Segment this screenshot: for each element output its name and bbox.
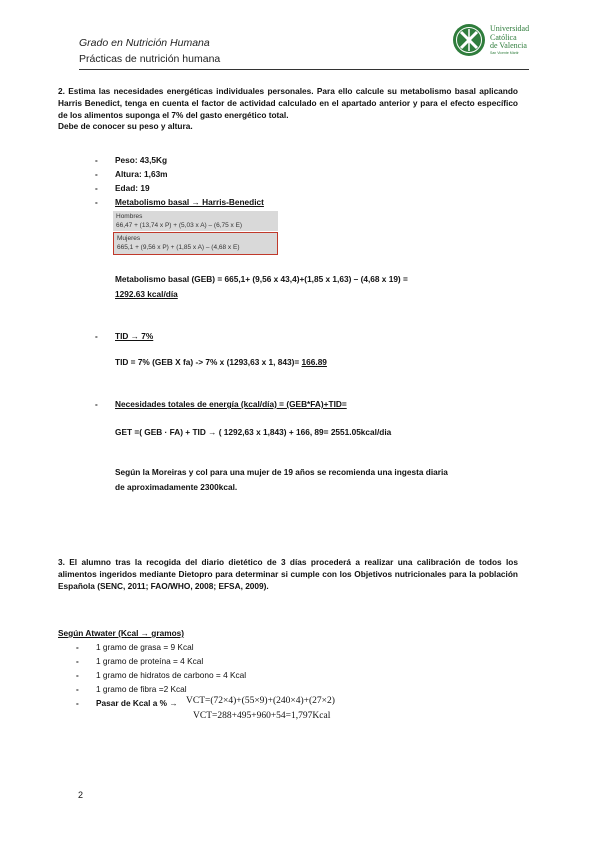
- men-formula: 66,47 + (13,74 x P) + (5,03 x A) – (6,75 x E): [116, 222, 243, 229]
- vct-result: VCT=288+495+960+54=1,797Kcal: [193, 711, 331, 721]
- list-dash: -: [76, 642, 79, 652]
- section3-intro: 3. El alumno tras la recogida del diario dietético de 3 días procederá a realizar una calibración de todos los alimentos ingeridos mediante Dietopro para determinar si cumple con los Objetivos nutricionales para la población Española (SENC, 2011; FAO/WHO, 2008; EFSA, 2009).: [58, 557, 518, 591]
- tid-calculation: TID = 7% (GEB X fa) -> 7% x (1293,63 x 1, 843)= 166.89: [115, 357, 327, 367]
- logo-wordmark: Universidad Católica de Valencia: [490, 24, 530, 50]
- list-dash: -: [95, 399, 98, 409]
- header-divider: [79, 69, 529, 70]
- section2-intro2: Debe de conocer su peso y altura.: [58, 121, 193, 131]
- list-dash: -: [76, 656, 79, 666]
- men-label: Hombres: [116, 213, 143, 220]
- list-dash: -: [95, 169, 98, 179]
- weight-item: Peso: 43,5Kg: [115, 155, 168, 165]
- moreiras-line1: Según la Moreiras y col para una mujer de 19 años se recomienda una ingesta diaria: [115, 467, 448, 477]
- page-number: 2: [78, 790, 84, 800]
- list-dash: -: [95, 197, 98, 207]
- atwater-heading: Según Atwater (Kcal → gramos): [58, 628, 185, 638]
- section2-intro: 2. Estima las necesidades energéticas individuales personales. Para ello calcule su metabolismo basal aplicando Harris Benedict, tenga en cuenta el factor de actividad calculado en el apartado anterior y para el efecto específico de los alimentos suponga el 7% del gasto energético total.: [58, 86, 518, 120]
- university-logo: [452, 22, 542, 58]
- vct-formula: VCT=(72×4)+(55×9)+(240×4)+(27×2): [186, 696, 335, 706]
- basal-metabolism-result: 1292.63 kcal/día: [115, 289, 178, 299]
- list-dash: -: [95, 183, 98, 193]
- tid-heading: TID → 7%: [115, 331, 154, 341]
- net-energy-heading: Necesidades totales de energía (kcal/día) = (GEB*FA)+TID=: [115, 399, 347, 409]
- height-item: Altura: 1,63m: [115, 169, 168, 179]
- list-item: 1 gramo de proteína = 4 Kcal: [96, 656, 204, 666]
- women-formula-row: [113, 232, 278, 255]
- moreiras-line2: de aproximadamente 2300kcal.: [115, 482, 238, 492]
- basal-metabolism-calculation: Metabolismo basal (GEB) = 665,1+ (9,56 x 43,4)+(1,85 x 1,63) – (4,68 x 19) =: [115, 274, 408, 284]
- list-item: 1 gramo de fibra =2 Kcal: [96, 684, 187, 694]
- women-formula: 665,1 + (9,56 x P) + (1,85 x A) – (4,68 x E): [117, 244, 240, 251]
- practice-subtitle: Prácticas de nutrición humana: [79, 53, 221, 65]
- list-dash: -: [95, 331, 98, 341]
- list-item: 1 gramo de hidratos de carbono = 4 Kcal: [96, 670, 247, 680]
- list-dash: -: [76, 670, 79, 680]
- age-item: Edad: 19: [115, 183, 150, 193]
- men-formula-row: [113, 211, 278, 231]
- basal-metabolism-heading: Metabolismo basal → Harris-Benedict: [115, 197, 264, 207]
- women-label: Mujeres: [117, 235, 141, 242]
- list-item: 1 gramo de grasa = 9 Kcal: [96, 642, 194, 652]
- tid-result: 166.89: [301, 357, 327, 367]
- university-seal-icon: [452, 23, 486, 57]
- list-dash: -: [76, 684, 79, 694]
- list-dash: -: [95, 155, 98, 165]
- harris-benedict-table: [113, 211, 278, 255]
- list-dash: -: [76, 698, 79, 708]
- kcal-to-percent-label: Pasar de Kcal a % →: [96, 698, 178, 708]
- course-title: Grado en Nutrición Humana: [79, 37, 210, 49]
- get-calculation: GET =( GEB · FA) + TID → ( 1292,63 x 1,843) + 166, 89= 2551.05kcal/dia: [115, 427, 392, 437]
- logo-subtitle: San Vicente Mártir: [490, 51, 519, 55]
